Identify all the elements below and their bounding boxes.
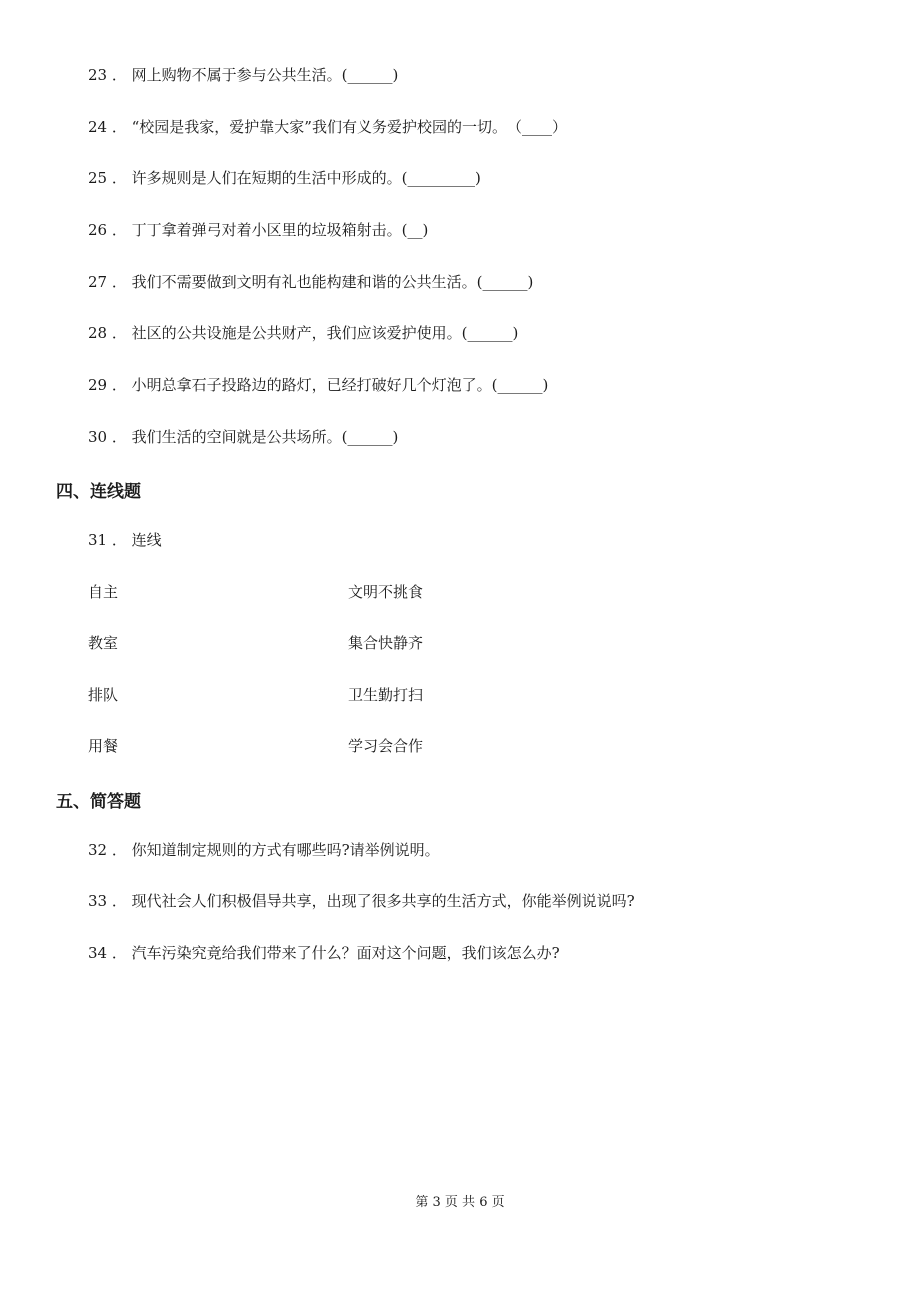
question-23: 23 ． 网上购物不属于参与公共生活。(______) bbox=[88, 66, 399, 84]
match-left-item: 教室 bbox=[88, 634, 119, 652]
question-25: 25 ． 许多规则是人们在短期的生活中形成的。(_________) bbox=[88, 169, 481, 187]
question-33: 33 ． 现代社会人们积极倡导共享，出现了很多共享的生活方式，你能举例说说吗? bbox=[88, 892, 635, 910]
question-24: 24 ． “校园是我家，爱护靠大家”我们有义务爱护校园的一切。 （____） bbox=[88, 118, 567, 136]
section-heading-matching: 四、连线题 bbox=[56, 482, 141, 502]
match-right-item: 文明不挑食 bbox=[348, 583, 424, 601]
match-left-item: 用餐 bbox=[88, 737, 119, 755]
question-29: 29 ． 小明总拿石子投路边的路灯，已经打破好几个灯泡了。(______) bbox=[88, 376, 549, 394]
question-27: 27 ． 我们不需要做到文明有礼也能构建和谐的公共生活。(______) bbox=[88, 273, 534, 291]
section-heading-short-answer: 五、简答题 bbox=[56, 792, 141, 812]
question-34: 34 ． 汽车污染究竟给我们带来了什么？面对这个问题，我们该怎么办? bbox=[88, 944, 560, 962]
question-30: 30 ． 我们生活的空间就是公共场所。(______) bbox=[88, 428, 399, 446]
match-right-item: 学习会合作 bbox=[348, 737, 424, 755]
question-32: 32 ． 你知道制定规则的方式有哪些吗?请举例说明。 bbox=[88, 841, 440, 859]
question-28: 28 ． 社区的公共设施是公共财产，我们应该爱护使用。(______) bbox=[88, 324, 519, 342]
question-31: 31 ． 连线 bbox=[88, 531, 162, 549]
match-right-item: 卫生勤打扫 bbox=[348, 686, 424, 704]
match-right-item: 集合快静齐 bbox=[348, 634, 424, 652]
question-26: 26 ． 丁丁拿着弹弓对着小区里的垃圾箱射击。(__) bbox=[88, 221, 429, 239]
page-number: 第 3 页 共 6 页 bbox=[415, 1195, 505, 1210]
match-left-item: 自主 bbox=[88, 583, 119, 601]
match-left-item: 排队 bbox=[88, 686, 119, 704]
